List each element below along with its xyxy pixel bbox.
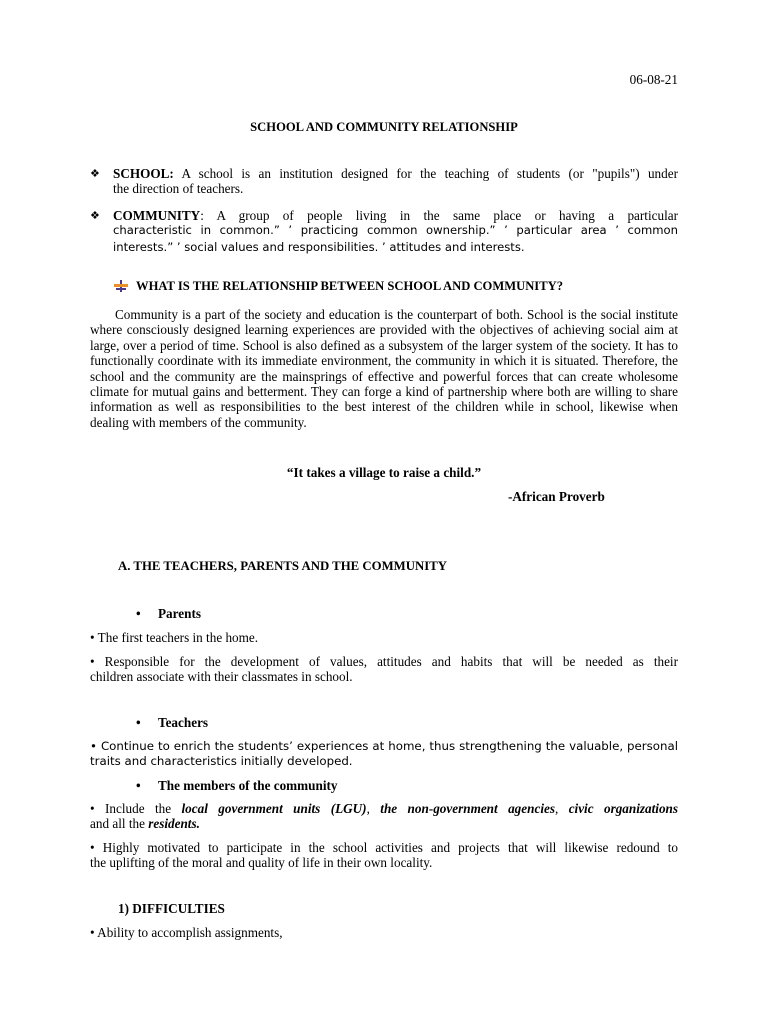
members-comma: , [366,801,381,816]
parents-bullet-2-line1: • Responsible for the development of values, attitudes and habits that will be needed as their [90,654,678,669]
definition-text-community-line1: : A group of people living in the same place or having a particular [200,208,678,223]
members-bullet-1 [90,801,678,832]
subheading-teachers-label: Teachers [158,715,209,730]
parents-bullet-2 [90,654,678,685]
members-residents: residents. [148,816,200,832]
members-comma: , [554,801,569,816]
members-bullet-2-line2: the uplifting of the moral and quality of life in their own locality. [90,855,433,871]
diamond-bullet-icon: ❖ [90,168,100,180]
document-title: SCHOOL AND COMMUNITY RELATIONSHIP [250,120,518,134]
teachers-bullet-1-line2: traits and characteristics initially developed. [90,754,353,769]
bullet-dot-icon: • [136,778,141,793]
teachers-bullet-1 [90,739,678,770]
document-date: 06-08-21 [629,72,678,87]
body-paragraph-text: Community is a part of the society and education is the counterpart of both. School is the social institute where consciously designed learning experiences are provided with the objectives of achieving social aim at large, over a period of time. School is also defined as a subsystem of the larger system of the society. It has to functionally coordinate with its immediate environment, the community in which it is situated. Therefore, the school and the community are the mainsprings of effective and powerful forces that can create wholesome climate for mutual gains and betterment. They can forge a kind of partnership where both are willing to share information as well as responsibilities to the best interest of the children while in school, likewise when dealing with members of the community. [90,307,678,430]
definition-community [90,208,678,255]
definition-term-school: SCHOOL: [113,166,174,181]
teachers-bullet-1-line1: • Continue to enrich the students’ experiences at home, thus strengthening the valuable, personal [90,739,678,753]
subheading-teachers [136,715,208,730]
definition-term-community: COMMUNITY [113,208,201,223]
members-bullet-2-line1: • Highly motivated to participate in the school activities and projects that will likewise redound to [90,840,678,855]
proverb-source: -African Proverb [508,489,605,504]
subheading-parents [136,606,201,621]
definition-school [90,166,678,197]
difficulties-heading: 1) DIFFICULTIES [118,901,225,916]
definition-text-school-line1: A school is an institution designed for the teaching of students (or "pupils") under [181,166,678,181]
subheading-parents-label: Parents [158,606,201,621]
parents-bullet-2-line2: children associate with their classmates in school. [90,669,353,685]
subheading-members [136,778,337,793]
difficulties-bullet-1: • Ability to accomplish assignments, [90,925,283,940]
definition-text-school-line2: the direction of teachers. [113,181,244,197]
proverb-quote: “It takes a village to raise a child.” [286,465,482,480]
members-lgu: local government units (LGU) [181,801,367,816]
parents-bullet-1: • The first teachers in the home. [90,630,259,645]
members-and: and all the [90,816,149,832]
diamond-bullet-icon: ❖ [90,210,100,222]
members-ngo: the non-government agencies [380,801,555,816]
subheading-members-label: The members of the community [158,778,338,793]
colored-bars-icon [114,280,128,292]
bullet-dot-icon: • [136,715,141,730]
bullet-dot-icon: • [136,606,141,621]
members-civic: civic organizations [568,801,679,816]
body-paragraph [90,307,678,430]
definition-text-community-line3: interests.” ’ social values and responsibilities. ’ attitudes and interests. [113,239,525,254]
members-bullet-2 [90,840,678,871]
section-a-heading: A. THE TEACHERS, PARENTS AND THE COMMUNITY [118,559,447,573]
members-bullet-1-pre: • Include the [90,801,182,816]
question-heading: WHAT IS THE RELATIONSHIP BETWEEN SCHOOL AND COMMUNITY? [136,279,563,293]
definition-text-community-line2: characteristic in common.” ’ practicing common ownership.” ’ particular area ’ common [113,223,678,238]
